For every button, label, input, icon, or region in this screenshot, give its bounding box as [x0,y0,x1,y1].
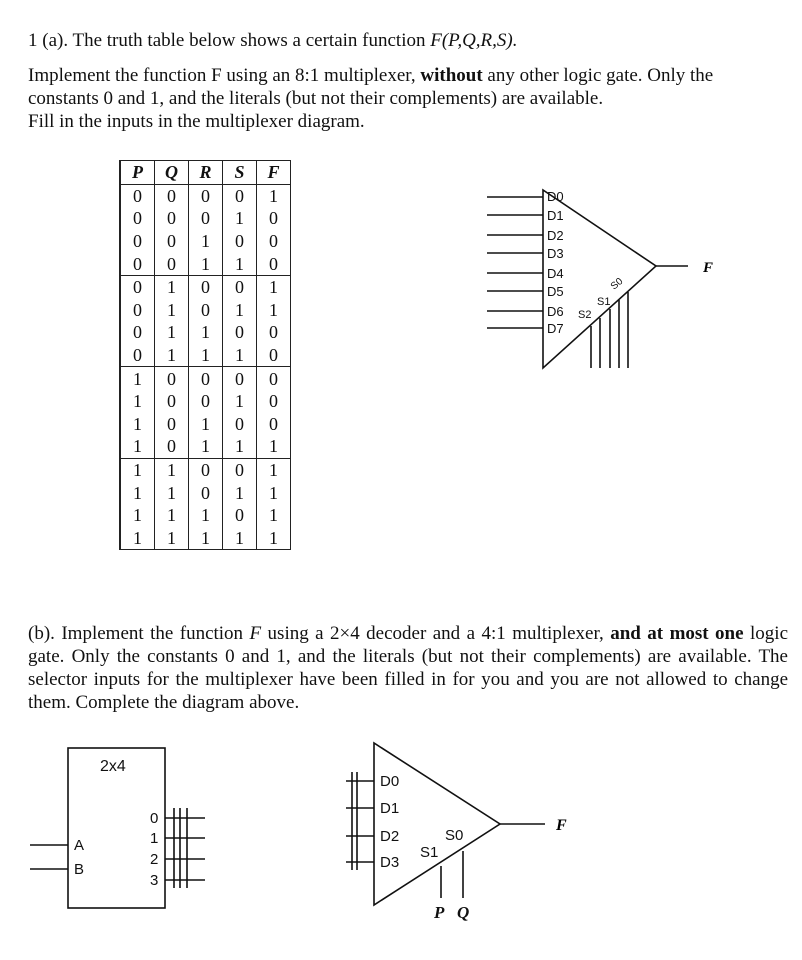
mux8-input-label: D3 [547,246,564,261]
mux4-input-label: D1 [380,800,400,817]
table-cell: 1 [120,390,155,413]
part-b-rest: logic gate. Only the constants 0 and 1, and the literals (but not their complements) are available. The selector inputs for the multiplexer have been filled in for you and you are not allowed to change them. Complete the diagram above. [28,623,789,713]
mux4-output-label: F [556,817,567,834]
table-cell: 0 [155,252,189,275]
mux4-body [374,743,500,905]
table-cell: 1 [189,527,223,550]
header-cell: S [223,161,257,185]
table-cell: 0 [189,207,223,230]
header-cell: Q [155,161,189,185]
table-cell: 1 [120,435,155,458]
part-b-middle: using a 2×4 decoder and a 4:1 multiplexer, [261,623,611,644]
table-cell: 0 [155,184,189,207]
table-cell: 0 [257,252,291,275]
table-cell: 0 [155,390,189,413]
table-cell: 0 [223,230,257,253]
table-cell: 0 [189,184,223,207]
table-cell: 0 [223,275,257,298]
table-cell: 1 [120,413,155,436]
table-cell: 0 [120,252,155,275]
mux8-input-label: D6 [547,304,564,319]
emphasis-at-most-one: and at most one [610,623,744,644]
table-cell: 1 [120,527,155,550]
mux8-input-label: D7 [547,321,564,336]
table-cell: 1 [155,321,189,344]
table-cell: 0 [223,321,257,344]
table-cell: 1 [223,390,257,413]
decoder-output-label: 3 [150,872,159,889]
select-value-p: P [434,903,445,922]
table-cell: 1 [120,458,155,481]
mux8-select-label: S0 [608,276,626,293]
mux8-input-label: D1 [547,208,564,223]
table-cell: 1 [257,527,291,550]
table-cell: 1 [155,275,189,298]
table-cell: 1 [155,458,189,481]
table-cell: 0 [120,344,155,367]
table-cell: 0 [120,321,155,344]
table-cell: 0 [155,413,189,436]
table-cell: 1 [189,413,223,436]
table-cell: 0 [189,299,223,322]
table-cell: 1 [223,252,257,275]
table-cell: 1 [223,207,257,230]
table-cell: 1 [257,299,291,322]
table-cell: 0 [120,230,155,253]
table-cell: 0 [257,390,291,413]
table-cell: 1 [189,344,223,367]
table-cell: 1 [155,344,189,367]
table-cell: 1 [189,321,223,344]
part-a-title-prefix: 1 (a). The truth table below shows a certain function [28,30,431,51]
table-cell: 1 [257,481,291,504]
decoder-input-label: B [74,861,85,878]
table-cell: 1 [257,275,291,298]
table-cell: 0 [223,367,257,390]
table-cell: 0 [120,299,155,322]
table-cell: 1 [257,435,291,458]
table-cell: 0 [155,207,189,230]
table-cell: 1 [189,435,223,458]
table-cell: 1 [155,299,189,322]
function-name: F(P,Q,R,S). [430,30,518,51]
table-cell: 1 [120,481,155,504]
table-cell: 0 [120,207,155,230]
table-cell: 1 [223,344,257,367]
instruction-line1-end: any other logic gate. Only the [482,65,714,86]
mux8-output-label: F [703,260,714,276]
table-cell: 0 [189,275,223,298]
select-value-q: Q [457,903,470,922]
mux4-select-values [433,903,469,922]
table-cell: 1 [155,481,189,504]
mux8-input-label: D4 [547,266,564,281]
decoder-output-label: 1 [150,830,159,847]
table-cell: 0 [223,413,257,436]
mux8-select-label: S1 [597,296,611,308]
table-cell: 1 [120,367,155,390]
table-cell: 0 [155,435,189,458]
table-cell: 1 [257,504,291,527]
table-cell: 1 [189,504,223,527]
mux4-input-label: D2 [380,828,400,845]
mux4-input-label: D3 [380,854,400,871]
table-cell: 1 [257,184,291,207]
mux8-input-label: D2 [547,228,564,243]
mux4-input-label: D0 [380,773,400,790]
table-cell: 1 [223,435,257,458]
header-cell: R [189,161,223,185]
table-cell: 1 [223,481,257,504]
table-cell: 0 [257,230,291,253]
header-cell: P [120,161,155,185]
mux8-select-label: S2 [578,309,592,321]
instruction-line1: Implement the function F using an 8:1 multiplexer, [28,65,421,86]
table-cell: 1 [189,252,223,275]
table-cell: 0 [257,321,291,344]
table-cell: 1 [120,504,155,527]
table-cell: 0 [120,275,155,298]
mux4-select-label: S1 [420,844,439,861]
mux4-select-label: S0 [445,827,464,844]
table-cell: 1 [189,230,223,253]
table-cell: 0 [155,230,189,253]
table-cell: 0 [120,184,155,207]
table-cell: 0 [189,390,223,413]
table-cell: 0 [223,458,257,481]
table-cell: 1 [257,458,291,481]
table-cell: 1 [223,527,257,550]
mux8-input-label: D0 [547,189,564,204]
table-cell: 0 [257,207,291,230]
table-cell: 0 [223,504,257,527]
mux8-input-label: D5 [547,284,564,299]
table-cell: 0 [257,367,291,390]
decoder-title: 2x4 [100,758,126,775]
part-b-prefix: (b). Implement the function [28,623,250,644]
table-cell: 0 [223,184,257,207]
emphasis-without: without [420,65,483,86]
function-name-b: F [249,623,262,644]
table-cell: 0 [189,367,223,390]
table-cell: 1 [155,504,189,527]
header-cell: F [257,161,291,185]
decoder-output-label: 2 [150,851,159,868]
table-cell: 0 [155,367,189,390]
decoder-output-label: 0 [150,810,159,827]
table-cell: 0 [257,344,291,367]
table-cell: 1 [155,527,189,550]
table-cell: 0 [257,413,291,436]
table-cell: 1 [223,299,257,322]
instruction-line3: Fill in the inputs in the multiplexer diagram. [28,111,365,132]
table-cell: 0 [189,458,223,481]
table-cell: 0 [189,481,223,504]
decoder-input-label: A [74,837,85,854]
instruction-line2: constants 0 and 1, and the literals (but not their complements) are available. [28,88,604,109]
